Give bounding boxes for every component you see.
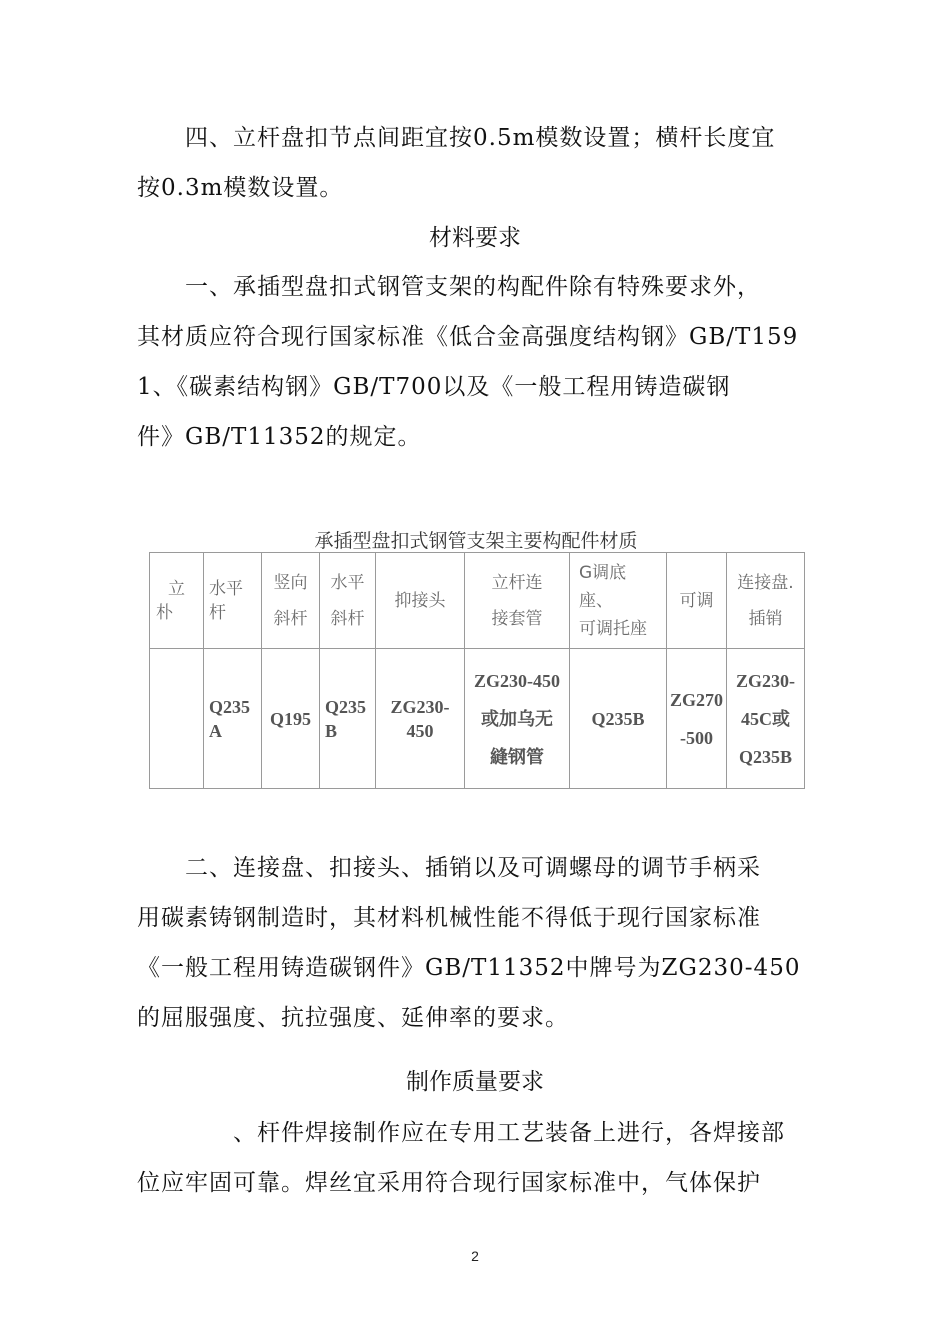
- text-line: 位应牢固可靠。焊丝宜采用符合现行国家标准中，气体保护: [137, 1170, 761, 1196]
- value-cell-base-jack: [570, 649, 667, 789]
- header-cell-horizontal-bar: [204, 553, 262, 649]
- text-line: 1、《碳素结构钢》GB/T700以及《一般工程用铸造碳钢: [137, 374, 731, 400]
- text-line: 四、立杆盘扣节点间距宜按0.5m模数设置；横杆长度宜: [137, 125, 776, 151]
- value-text: Q195: [269, 708, 311, 729]
- value-text: ZG230-: [390, 696, 450, 717]
- value-text: ZG270: [669, 689, 723, 710]
- value-text: A: [209, 720, 222, 741]
- page-number: 2: [471, 1248, 479, 1264]
- header-text: 立杆连: [491, 572, 543, 593]
- value-text: Q235: [209, 696, 251, 717]
- text-line: 的屈服强度、抗拉强度、延伸率的要求。: [137, 1005, 569, 1031]
- value-text: ZG230-: [735, 670, 795, 691]
- header-text: 立: [168, 578, 185, 599]
- paragraph-cast-steel: [137, 843, 827, 1043]
- value-text: Q235B: [591, 708, 645, 729]
- text-line: 一、承插型盘扣式钢管支架的构配件除有特殊要求外，: [137, 274, 761, 300]
- header-cell-adjustable: [667, 553, 727, 649]
- header-cell-upright: [150, 553, 204, 649]
- header-cell-base-jack: [570, 553, 667, 649]
- value-cell-disc-pin: [727, 649, 805, 789]
- value-cell-joint: [376, 649, 465, 789]
- header-text: 竖向: [273, 572, 308, 593]
- header-text: 座、: [579, 590, 613, 611]
- value-text: 450: [406, 720, 434, 741]
- section-heading-materials: 材料要求: [429, 225, 521, 251]
- materials-table: [149, 552, 805, 789]
- header-text: 水平: [209, 578, 243, 599]
- header-cell-horizontal-diagonal: [320, 553, 376, 649]
- header-cell-sleeve: [465, 553, 570, 649]
- text-line: 其材质应符合现行国家标准《低合金高强度结构钢》GB/T159: [137, 324, 799, 350]
- paragraph-material-standards: [137, 262, 827, 462]
- header-text: 杆: [209, 602, 226, 623]
- value-text: Q235: [325, 696, 367, 717]
- paragraph-module-spacing: [137, 113, 827, 213]
- header-text: 朴: [156, 602, 173, 623]
- value-cell-adjustable: [667, 649, 727, 789]
- value-text: 或加乌无: [481, 708, 553, 729]
- value-cell-vertical-diagonal: [262, 649, 320, 789]
- table-caption: 承插型盘扣式钢管支架主要构配件材质: [314, 530, 638, 552]
- header-cell-vertical-diagonal: [262, 553, 320, 649]
- value-cell-sleeve: [465, 649, 570, 789]
- header-text: 斜杆: [273, 608, 308, 629]
- value-text: -500: [680, 727, 713, 748]
- text-line: 、杆件焊接制作应在专用工艺装备上进行，各焊接部: [137, 1120, 785, 1146]
- value-text: B: [325, 720, 338, 741]
- value-cell-horizontal-bar: [204, 649, 262, 789]
- header-cell-disc-pin: [727, 553, 805, 649]
- header-text: 接套管: [491, 608, 543, 629]
- value-text: 45C或: [741, 708, 790, 729]
- header-text: 抑接头: [394, 590, 446, 611]
- paragraph-welding: [137, 1108, 827, 1208]
- header-cell-joint: [376, 553, 465, 649]
- text-line: 按0.3m模数设置。: [137, 175, 344, 201]
- value-text: 縫钢管: [490, 746, 544, 767]
- value-text: ZG230-450: [473, 670, 560, 691]
- value-cell-upright: [150, 649, 204, 789]
- table-header-row: [150, 553, 805, 649]
- text-line: 用碳素铸钢制造时，其材料机械性能不得低于现行国家标准: [137, 905, 761, 931]
- header-text: 可调: [679, 590, 714, 611]
- value-cell-horizontal-diagonal: [320, 649, 376, 789]
- header-text: 斜杆: [330, 608, 365, 629]
- value-text: Q235B: [738, 746, 792, 767]
- header-text: 可调托座: [579, 618, 647, 639]
- text-line: 《一般工程用铸造碳钢件》GB/T11352中牌号为ZG230-450: [137, 955, 801, 981]
- header-text: 连接盘.: [737, 572, 794, 593]
- text-line: 二、连接盘、扣接头、插销以及可调螺母的调节手柄采: [137, 855, 761, 881]
- header-text: 水平: [330, 572, 365, 593]
- section-heading-quality: 制作质量要求: [406, 1069, 544, 1095]
- table-row: [150, 649, 805, 789]
- text-line: 件》GB/T11352的规定。: [137, 424, 422, 450]
- header-text: 插销: [748, 608, 783, 629]
- header-text: G调底: [579, 562, 627, 583]
